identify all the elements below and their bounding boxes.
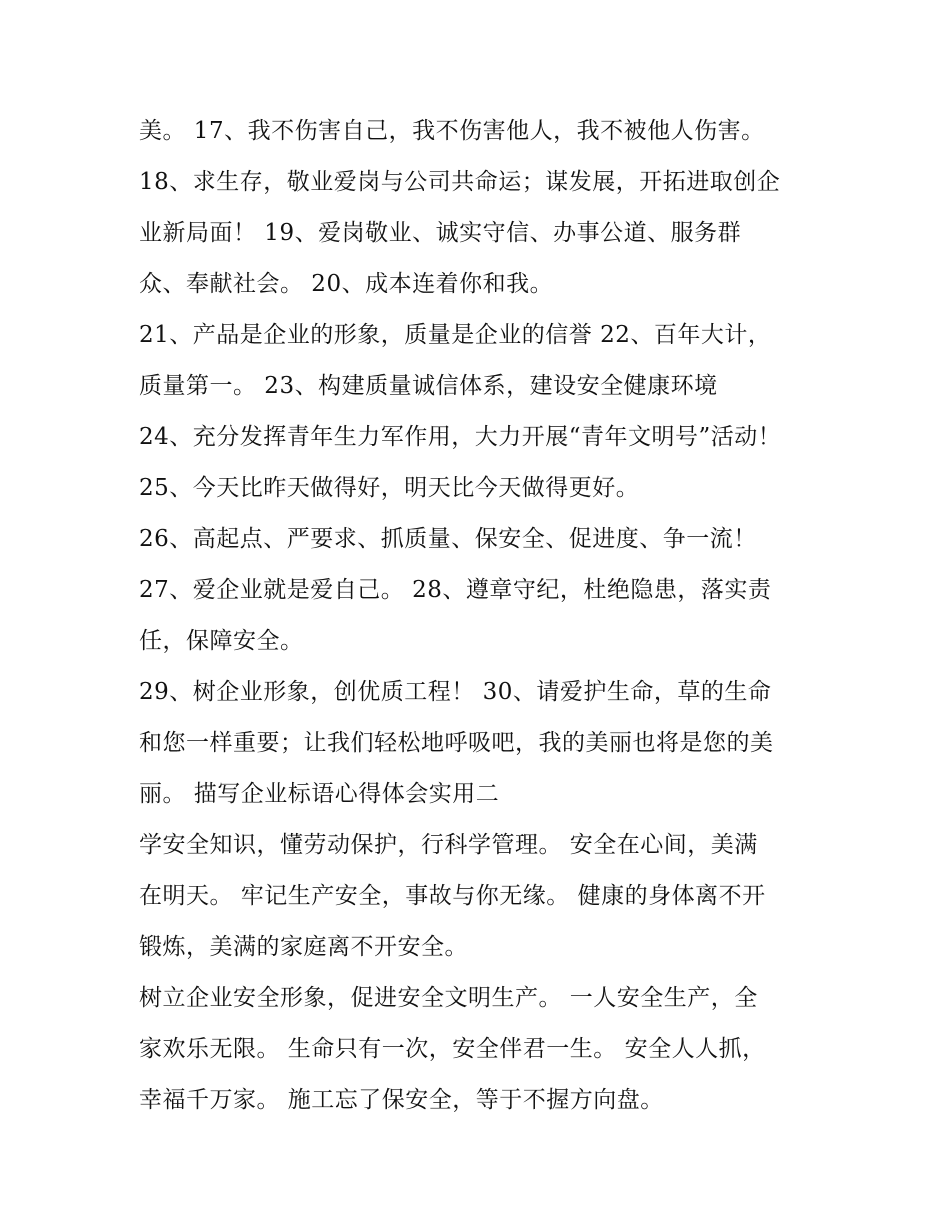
document-body <box>139 106 829 1126</box>
text-line: 业新局面！ 19、爱岗敬业、诚实守信、办事公道、服务群 <box>139 220 742 246</box>
text-line: 27、爱企业就是爱自己。 28、遵章守纪，杜绝隐患，落实责 <box>139 577 772 603</box>
text-line: 锻炼，美满的家庭离不开安全。 <box>139 934 468 960</box>
text-line: 丽。 描写企业标语心得体会实用二 <box>139 781 500 807</box>
text-line: 29、树企业形象，创优质工程！ 30、请爱护生命，草的生命 <box>139 679 772 705</box>
text-line: 幸福千万家。 施工忘了保安全，等于不握方向盘。 <box>139 1087 664 1113</box>
text-line: 25、今天比昨天做得好，明天比今天做得更好。 <box>139 475 640 501</box>
text-line: 26、高起点、严要求、抓质量、保安全、促进度、争一流！ <box>139 526 757 552</box>
text-line: 质量第一。 23、构建质量诚信体系，建设安全健康环境 <box>139 373 718 399</box>
text-line: 21、产品是企业的形象，质量是企业的信誉 22、百年大计， <box>139 322 772 348</box>
text-line: 美。 17、我不伤害自己，我不伤害他人，我不被他人伤害。 <box>139 118 765 144</box>
text-line: 学安全知识，懂劳动保护，行科学管理。 安全在心间，美满 <box>139 832 758 858</box>
text-line: 树立企业安全形象，促进安全文明生产。 一人安全生产，全 <box>139 985 758 1011</box>
text-line: 18、求生存，敬业爱岗与公司共命运；谋发展，开拓进取创企 <box>139 169 781 195</box>
text-line: 24、充分发挥青年生力军作用，大力开展“青年文明号”活动！ <box>139 424 782 450</box>
text-line: 众、奉献社会。 20、成本连着你和我。 <box>139 271 554 297</box>
text-line: 家欢乐无限。 生命只有一次，安全伴君一生。 安全人人抓， <box>139 1036 766 1062</box>
text-line: 在明天。 牢记生产安全，事故与你无缘。 健康的身体离不开 <box>139 883 766 909</box>
text-line: 和您一样重要；让我们轻松地呼吸吧，我的美丽也将是您的美 <box>139 730 774 756</box>
text-line: 任，保障安全。 <box>139 628 304 654</box>
